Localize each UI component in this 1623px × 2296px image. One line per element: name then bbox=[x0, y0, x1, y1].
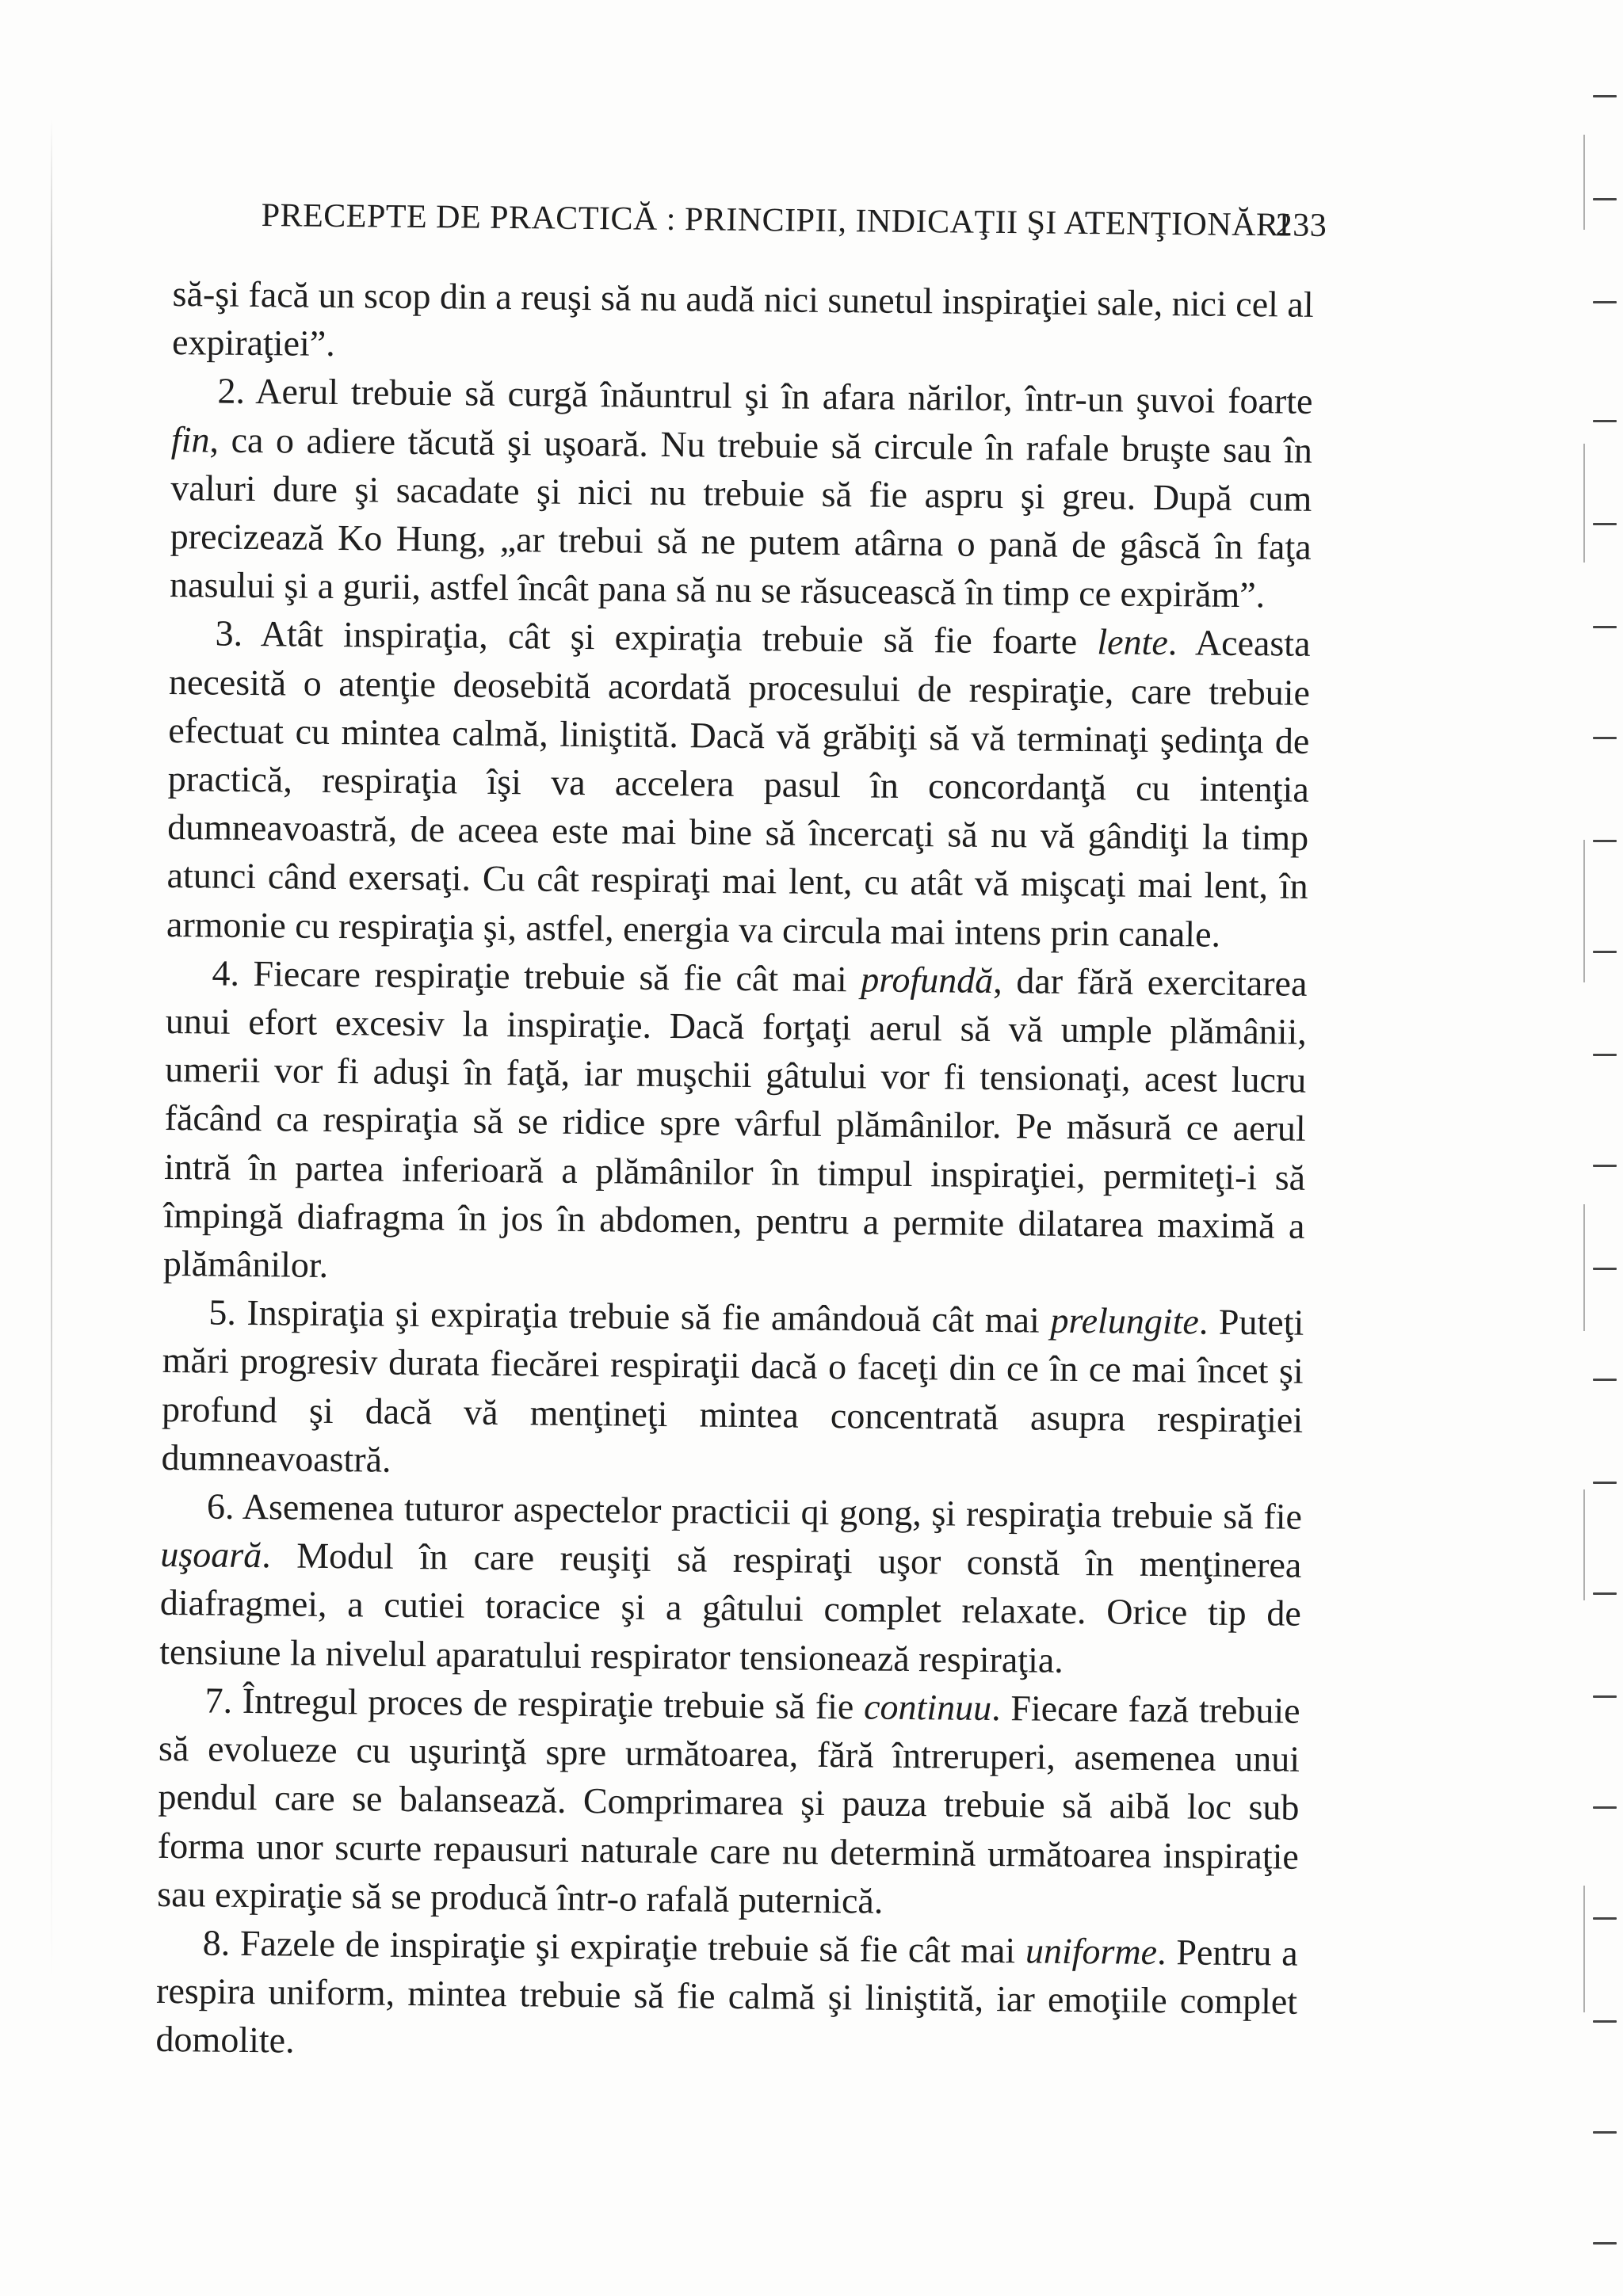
running-header bbox=[262, 196, 1371, 245]
emphasized-term: continuu bbox=[863, 1686, 992, 1728]
emphasized-term: profundă bbox=[861, 959, 994, 1001]
edge-tick bbox=[1593, 2131, 1617, 2134]
paragraph-text: . Modul în care reuşiţi să respiraţi uşor constă în menţinerea diafragmei, a cutiei toracice şi a gâtului complet relaxate. Orice tip de tensiune la nivelul aparatului respirator tensionează respiraţia. bbox=[159, 1535, 1302, 1680]
numbered-precept bbox=[159, 1482, 1302, 1687]
body-text bbox=[155, 269, 1314, 2074]
page-number: 233 bbox=[1275, 207, 1327, 244]
right-edge-scan-marks bbox=[1512, 0, 1623, 2296]
edge-line bbox=[1583, 1204, 1585, 1331]
edge-tick bbox=[1593, 1592, 1617, 1595]
header-title: PRECEPTE DE PRACTICĂ : PRINCIPII, INDICAŢII ŞI ATENŢIONĂRI bbox=[261, 196, 1291, 244]
edge-tick bbox=[1593, 1165, 1617, 1167]
edge-tick bbox=[1593, 951, 1617, 953]
edge-tick bbox=[1593, 1917, 1617, 1920]
numbered-precept bbox=[166, 608, 1311, 959]
paragraph-text: 6. Asemenea tuturor aspectelor practicii qi gong, şi respiraţia trebuie să fie bbox=[206, 1486, 1303, 1537]
edge-tick bbox=[1593, 301, 1617, 303]
edge-line bbox=[1583, 444, 1585, 563]
emphasized-term: prelungite bbox=[1050, 1299, 1200, 1342]
edge-tick bbox=[1593, 198, 1617, 200]
edge-tick bbox=[1593, 1695, 1617, 1698]
edge-tick bbox=[1593, 840, 1617, 842]
edge-tick bbox=[1593, 1268, 1617, 1270]
binding-shadow bbox=[51, 119, 52, 1981]
edge-line bbox=[1583, 1489, 1585, 1600]
emphasized-term: fin bbox=[170, 418, 210, 460]
numbered-precept bbox=[155, 1918, 1298, 2074]
paragraph-text: . Fiecare fază trebuie să evolueze cu uşurinţă spre următoarea, fără întreruperi, asemenea unui pendul care se balansează. Comprimarea şi pauza trebuie să aibă loc sub forma unor scurte repausuri naturale care nu determină următoarea inspiraţie sau expiraţie să se producă într-o rafală puternică. bbox=[157, 1687, 1300, 1921]
paragraph-text: 4. Fiecare respiraţie trebuie să fie cât mai bbox=[212, 952, 861, 1000]
paragraph-text: . Puteţi mări progresiv durata fiecărei respiraţii dacă o faceţi din ce în ce mai încet şi profund şi dacă vă menţineţi mintea concentrată asupra respiraţiei dumneavoastră. bbox=[161, 1301, 1304, 1480]
edge-tick bbox=[1593, 1482, 1617, 1484]
paragraph-text: , ca o adiere tăcută şi uşoară. Nu trebuie să circule în rafale bruşte sau în valuri dure şi sacadate şi nici nu trebuie să fie aspru şi greu. După cum precizează Ko Hung, „ar trebui să ne putem atârna o pană de gâscă în faţa nasului şi a gurii, astfel încât pana să nu se răsucească în timp ce expirăm”. bbox=[169, 419, 1313, 616]
paragraph-text: , dar fără exercitarea unui efort excesiv la inspiraţie. Dacă forţaţi aerul să vă umple plămânii, umerii vor fi aduşi în faţă, iar muşchii gâtului vor fi tensionaţi, acest lucru făcând ca respiraţia să se ridice spre vârful plămânilor. Pe măsură ce aerul intră în partea inferioară a plămânilor în timpul inspiraţiei, permiteţi-i să împingă diafragma în jos în abdomen, pentru a permite dilatarea maximă a plămânilor. bbox=[162, 959, 1308, 1286]
edge-tick bbox=[1593, 737, 1617, 739]
paragraph-text: 3. Atât inspiraţia, cât şi expiraţia trebuie să fie foarte bbox=[215, 612, 1098, 662]
emphasized-term: uniforme bbox=[1025, 1930, 1158, 1972]
paragraph-text: . Aceasta necesită o atenţie deosebită acordată procesului de respiraţie, care trebuie efectuat cu mintea calmă, liniştită. Dacă vă grăbiţi să vă terminaţi şedinţa de practică, respiraţia îşi va accelera pasul în concordanţă cu intenţia dumneavoastră, de aceea este mai bine să încercaţi să nu vă gândiţi la timp atunci când exersaţi. Cu cât respiraţi mai lent, cu atât vă mişcaţi mai lent, în armonie cu respiraţia şi, astfel, energia va circula mai intens prin canale. bbox=[166, 622, 1311, 955]
paragraph-text: să-şi facă un scop din a reuşi să nu audă nici sunetul inspiraţiei sale, nici cel al expiraţiei”. bbox=[171, 273, 1314, 364]
edge-tick bbox=[1593, 523, 1617, 525]
paragraph-text: 5. Inspiraţia şi expiraţia trebuie să fie amândouă cât mai bbox=[208, 1291, 1051, 1341]
edge-tick bbox=[1593, 1054, 1617, 1056]
emphasized-term: uşoară bbox=[160, 1534, 262, 1576]
edge-tick bbox=[1593, 626, 1617, 628]
edge-line bbox=[1583, 135, 1585, 230]
paragraph-text: 2. Aerul trebuie să curgă înăuntrul şi în afara nărilor, într-un şuvoi foarte bbox=[217, 370, 1313, 422]
continued-paragraph bbox=[172, 269, 1314, 377]
edge-tick bbox=[1593, 95, 1617, 97]
edge-line bbox=[1583, 840, 1585, 982]
edge-tick bbox=[1593, 2020, 1617, 2023]
edge-tick bbox=[1593, 1379, 1617, 1381]
paragraph-text: 8. Fazele de inspiraţie şi expiraţie trebuie să fie cât mai bbox=[202, 1922, 1026, 1971]
paragraph-text: 7. Întregul proces de respiraţie trebuie să fie bbox=[204, 1680, 865, 1727]
edge-tick bbox=[1593, 2242, 1617, 2245]
numbered-precept bbox=[157, 1676, 1300, 1929]
numbered-precept bbox=[161, 1287, 1304, 1493]
numbered-precept bbox=[163, 948, 1308, 1299]
emphasized-term: lente bbox=[1097, 621, 1169, 663]
paragraph-text: . Pentru a respira uniform, mintea trebuie să fie calmă şi liniştită, iar emoţiile complet domolite. bbox=[155, 1931, 1298, 2061]
edge-line bbox=[1583, 1886, 1585, 2012]
numbered-precept bbox=[170, 366, 1313, 620]
edge-tick bbox=[1593, 420, 1617, 422]
edge-tick bbox=[1593, 1806, 1617, 1809]
